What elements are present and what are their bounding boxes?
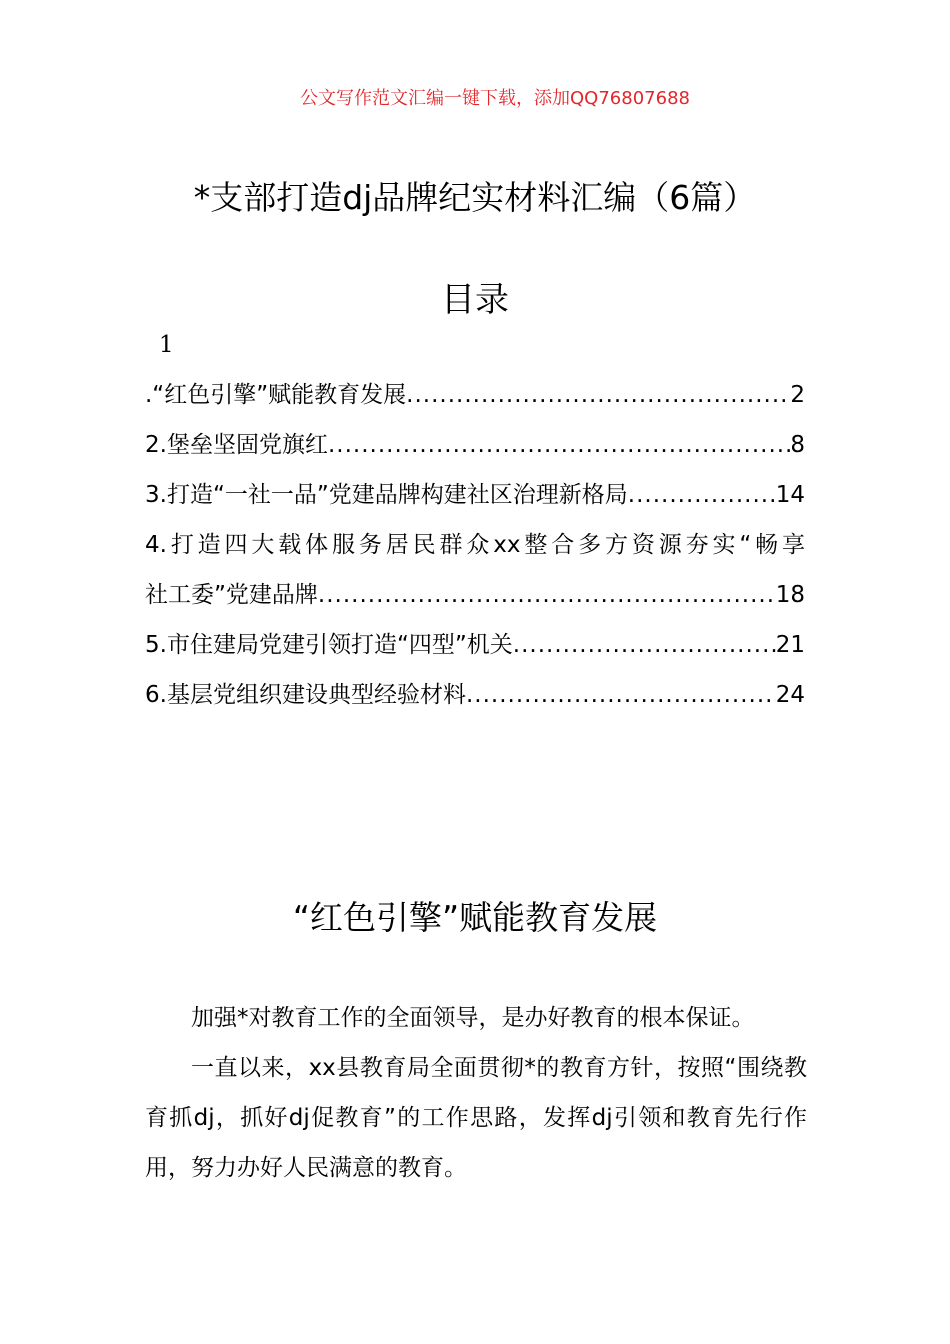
toc-leader: [318, 570, 776, 620]
toc-leader: [513, 620, 776, 670]
toc-entry-page: 2: [790, 382, 805, 408]
toc-entry-6[interactable]: [145, 670, 805, 720]
toc-entry-page: 8: [790, 432, 805, 458]
toc-entry-title: 6.基层党组织建设典型经验材料: [145, 682, 466, 708]
toc-entry-1[interactable]: [145, 370, 805, 420]
toc-leader: [466, 670, 776, 720]
toc-entry-title: 2.堡垒坚固党旗红: [145, 432, 328, 458]
paragraph: 加强*对教育工作的全面领导，是办好教育的根本保证。: [191, 1005, 755, 1031]
table-of-contents: [145, 370, 805, 720]
toc-entry-4-continued[interactable]: [145, 570, 805, 620]
toc-leader: [328, 420, 790, 470]
toc-entry-title-continued: 社工委”党建品牌: [145, 582, 318, 608]
toc-entry-page: 18: [775, 582, 805, 608]
toc-leader: [628, 470, 776, 520]
toc-entry-page: 24: [775, 682, 805, 708]
toc-entry-title: 5.市住建局党建引领打造“四型”机关: [145, 632, 513, 658]
download-banner: 公文写作范文汇编一键下载，添加QQ76807688: [300, 88, 690, 109]
toc-entry-page: 21: [775, 632, 805, 658]
toc-first-number: 1: [159, 332, 174, 358]
toc-entry-page: 14: [775, 482, 805, 508]
document-title: *支部打造dj品牌纪实材料汇编（6篇）: [193, 178, 757, 217]
section-title: “红色引擎”赋能教育发展: [292, 898, 658, 937]
toc-entry-title: 4.打造四大载体服务居民群众xx整合多方资源夯实“畅享: [145, 532, 805, 558]
toc-leader: [406, 370, 790, 420]
toc-entry-5[interactable]: [145, 620, 805, 670]
toc-entry-2[interactable]: [145, 420, 805, 470]
toc-entry-title: 3.打造“一社一品”党建品牌构建社区治理新格局: [145, 482, 628, 508]
toc-heading: 目录: [441, 280, 509, 320]
toc-entry-title: .“红色引擎”赋能教育发展: [145, 382, 407, 408]
section-body: [145, 993, 807, 1193]
toc-entry-4[interactable]: [145, 520, 805, 570]
paragraph: 一直以来，xx县教育局全面贯彻*的教育方针，按照“围绕教育抓dj，抓好dj促教育”的工作思路，发挥dj引领和教育先行作用，努力办好人民满意的教育。: [145, 1055, 807, 1181]
toc-entry-3[interactable]: [145, 470, 805, 520]
